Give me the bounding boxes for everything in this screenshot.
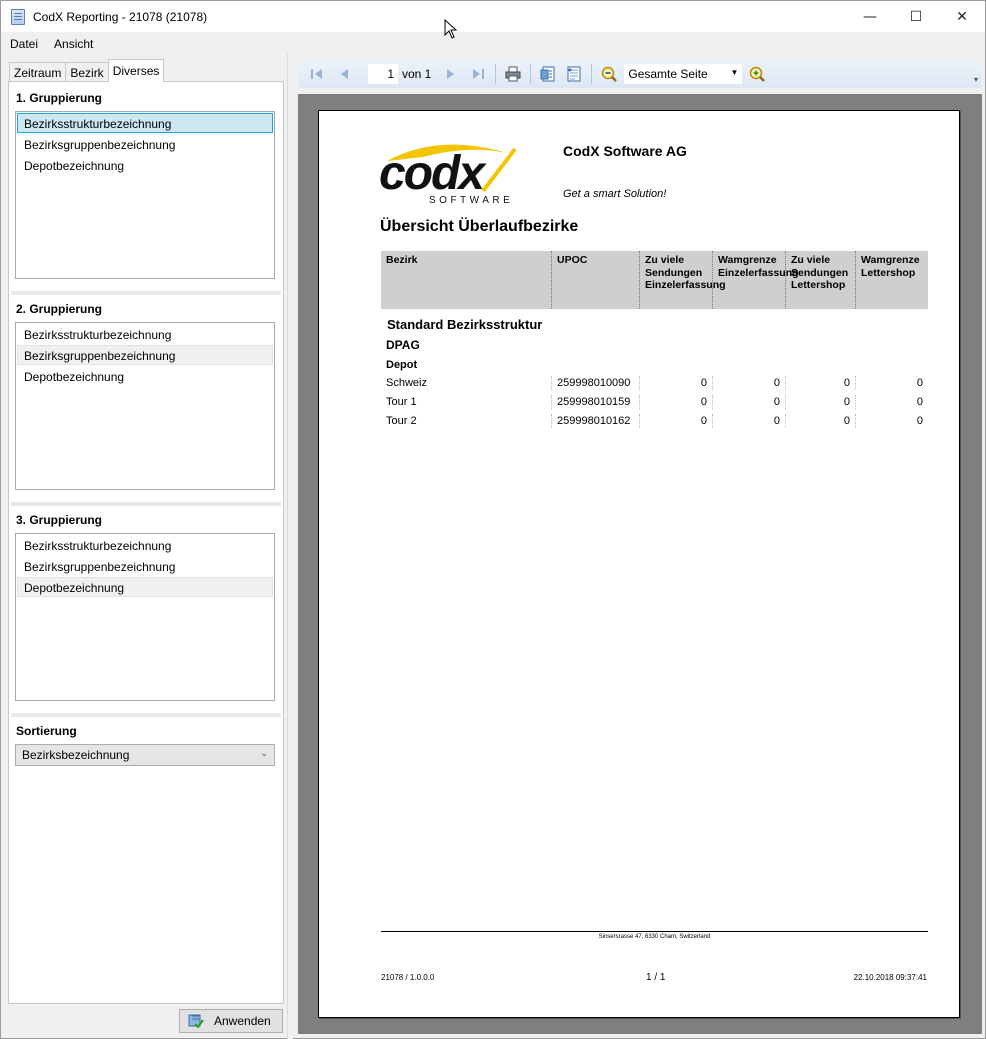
first-page-icon[interactable] xyxy=(308,65,326,83)
list-item[interactable]: Bezirksstrukturbezeichnung xyxy=(24,328,172,342)
close-button[interactable]: ✕ xyxy=(956,8,968,25)
apply-label: Anwenden xyxy=(214,1014,271,1028)
title-bar xyxy=(1,1,985,32)
left-panel xyxy=(6,58,285,1004)
preview-toolbar xyxy=(298,59,982,88)
apply-icon xyxy=(188,1013,204,1029)
footer-date: 22.10.2018 09:37:41 xyxy=(853,973,927,982)
menu-datei[interactable]: Datei xyxy=(10,36,39,51)
group-heading-depot: Depot xyxy=(386,359,418,371)
page-setup-icon[interactable] xyxy=(539,65,557,83)
cell-value: 0 xyxy=(640,376,713,390)
list-item[interactable]: Bezirksstrukturbezeichnung xyxy=(24,539,172,553)
tab-strip xyxy=(9,60,163,82)
cell-value: 0 xyxy=(713,414,786,428)
cell-bezirk: Tour 2 xyxy=(381,414,552,428)
company-slogan: Get a smart Solution! xyxy=(563,188,667,200)
maximize-button[interactable]: ☐ xyxy=(909,8,923,25)
zoom-in-icon[interactable] xyxy=(748,65,766,83)
cell-value: 0 xyxy=(786,395,856,409)
group-3-listbox[interactable] xyxy=(15,533,275,701)
cell-upoc: 259998010090 xyxy=(552,376,640,390)
chevron-down-icon: ⌄ xyxy=(260,748,268,758)
toolbar-overflow-icon[interactable]: ▾ xyxy=(973,75,978,84)
toolbar-separator xyxy=(495,64,496,84)
report-table-header xyxy=(381,251,928,309)
cell-bezirk: Tour 1 xyxy=(381,395,552,409)
menu-bar xyxy=(1,33,100,54)
print-icon[interactable] xyxy=(504,65,522,83)
column-header: UPOC xyxy=(552,251,640,309)
table-row xyxy=(381,392,928,411)
list-item[interactable]: Bezirksgruppenbezeichnung xyxy=(17,345,273,365)
toolbar-separator xyxy=(591,64,592,84)
group-heading-structure: Standard Bezirksstruktur xyxy=(387,317,543,332)
last-page-icon[interactable] xyxy=(469,65,487,83)
tab-zeitraum[interactable]: Zeitraum xyxy=(9,62,66,82)
cell-value: 0 xyxy=(640,395,713,409)
tab-diverses[interactable]: Diverses xyxy=(108,59,165,82)
layout-icon[interactable] xyxy=(565,65,583,83)
group-1-listbox[interactable] xyxy=(15,111,275,279)
column-header: Wamgrenze Einzelerfassung xyxy=(713,251,786,309)
previous-page-icon[interactable] xyxy=(336,65,354,83)
cell-value: 0 xyxy=(640,414,713,428)
footer-divider xyxy=(381,931,928,932)
column-header: Wamgrenze Lettershop xyxy=(861,254,920,279)
page-count-label: von 1 xyxy=(402,66,432,81)
svg-text:SOFTWARE: SOFTWARE xyxy=(429,195,514,206)
cell-value: 0 xyxy=(786,414,856,428)
report-title: Übersicht Überlaufbezirke xyxy=(380,218,579,235)
next-page-icon[interactable] xyxy=(441,65,459,83)
dropdown-arrow-icon: ▼ xyxy=(730,67,739,77)
group-1-label: 1. Gruppierung xyxy=(16,91,103,105)
footer-page-number: 1 / 1 xyxy=(646,972,666,983)
company-name: CodX Software AG xyxy=(563,143,687,159)
zoom-dropdown[interactable] xyxy=(624,64,742,84)
group-2-listbox[interactable] xyxy=(15,322,275,490)
menu-ansicht[interactable]: Ansicht xyxy=(54,36,94,51)
list-item[interactable]: Bezirksgruppenbezeichnung xyxy=(24,560,176,574)
page-number-input[interactable]: 1 xyxy=(368,64,398,84)
sort-dropdown[interactable] xyxy=(15,744,275,766)
table-row xyxy=(381,373,928,392)
report-preview[interactable] xyxy=(298,94,982,1034)
column-header: Bezirk xyxy=(381,251,552,309)
zoom-value: Gesamte Seite xyxy=(628,66,708,81)
mouse-cursor-icon xyxy=(444,19,458,39)
cell-value: 0 xyxy=(713,395,786,409)
cell-bezirk: Schweiz xyxy=(381,376,552,390)
tab-content-diverses xyxy=(8,81,284,1004)
table-row xyxy=(381,411,928,430)
group-2-label: 2. Gruppierung xyxy=(16,302,103,316)
window-controls xyxy=(847,1,985,32)
cell-upoc: 259998010162 xyxy=(552,414,640,428)
group-heading-group: DPAG xyxy=(386,338,420,352)
codx-logo xyxy=(379,139,539,207)
splitter[interactable] xyxy=(287,54,293,1039)
toolbar-separator xyxy=(530,64,531,84)
list-item[interactable]: Bezirksgruppenbezeichnung xyxy=(24,138,176,152)
apply-button[interactable] xyxy=(179,1009,283,1033)
divider xyxy=(11,291,281,295)
group-3-label: 3. Gruppierung xyxy=(16,513,103,527)
footer-version: 21078 / 1.0.0.0 xyxy=(381,973,435,982)
cell-upoc: 259998010159 xyxy=(552,395,640,409)
window-title: CodX Reporting - 21078 (21078) xyxy=(33,9,208,24)
report-rows xyxy=(381,373,928,430)
list-item[interactable]: Depotbezeichnung xyxy=(24,159,125,173)
cell-value: 0 xyxy=(786,376,856,390)
app-icon xyxy=(11,9,25,25)
divider xyxy=(11,713,281,717)
cell-value: 0 xyxy=(713,376,786,390)
sort-value: Bezirksbezeichnung xyxy=(22,748,130,762)
cell-value: 0 xyxy=(916,414,923,427)
report-page xyxy=(318,110,960,1018)
minimize-button[interactable]: — xyxy=(863,8,877,25)
cell-value: 0 xyxy=(916,376,923,389)
cell-value: 0 xyxy=(916,395,923,408)
zoom-out-icon[interactable] xyxy=(600,65,618,83)
list-item[interactable]: Bezirksstrukturbezeichnung xyxy=(17,113,273,133)
footer-address: Sinsersrasse 47, 6330 Cham, Switzerland xyxy=(598,934,711,940)
list-item[interactable]: Depotbezeichnung xyxy=(17,577,273,597)
list-item[interactable]: Depotbezeichnung xyxy=(24,370,125,384)
sort-label: Sortierung xyxy=(16,724,77,738)
svg-text:codx: codx xyxy=(379,147,484,200)
tab-bezirk[interactable]: Bezirk xyxy=(65,62,108,82)
column-header: Zu viele Sendungen Einzelerfassung xyxy=(640,251,713,309)
divider xyxy=(11,502,281,506)
column-header: Zu viele Sendungen Lettershop xyxy=(786,251,856,309)
